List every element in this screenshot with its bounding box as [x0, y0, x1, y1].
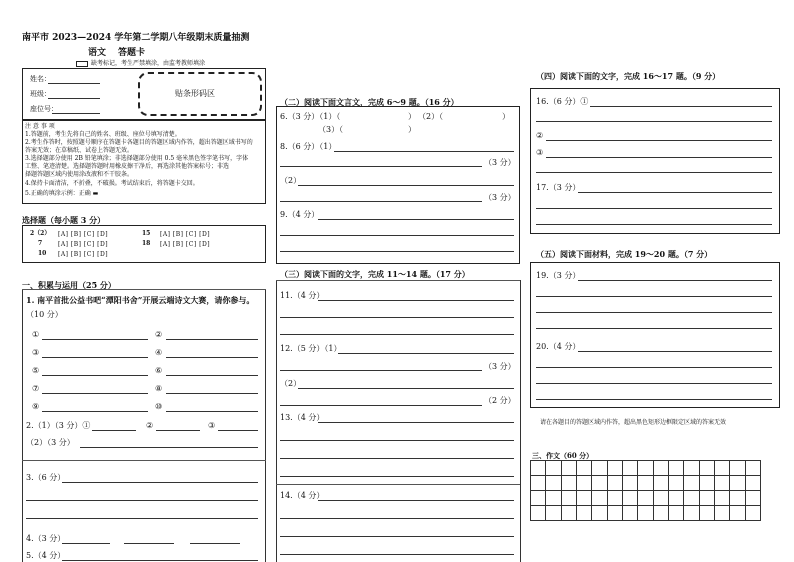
q16-mark: ③	[536, 148, 544, 157]
q1-score: （10 分）	[26, 310, 63, 319]
q12-blank[interactable]	[280, 370, 482, 371]
q19-blank[interactable]	[578, 280, 772, 281]
q2-sub2: （2）（3 分）	[26, 438, 75, 447]
choice-options[interactable]: [A] [B] [C] [D]	[58, 231, 109, 238]
q13-label: 13.（4 分）	[280, 413, 325, 422]
section3-top-border	[276, 280, 520, 281]
q12-blank[interactable]	[338, 353, 514, 354]
choice-options[interactable]: [A] [B] [C] [D]	[58, 241, 109, 248]
q8-blank[interactable]	[298, 185, 514, 186]
q2-separator	[22, 460, 266, 461]
q1-blank[interactable]	[166, 375, 258, 376]
section1-top-border	[22, 289, 266, 290]
q16-blank[interactable]	[536, 172, 772, 173]
q8-score1: （3 分）	[484, 158, 516, 167]
choice-options[interactable]: [A] [B] [C] [D]	[160, 231, 211, 238]
q6-close: ）	[408, 112, 416, 121]
q8-blank[interactable]	[334, 151, 514, 152]
subject-label: 语文	[88, 48, 107, 58]
q2-label: 2.（1）（3 分）①	[26, 421, 91, 430]
q12-score1: （3 分）	[484, 362, 516, 371]
q1-blank[interactable]	[42, 393, 148, 394]
q20-blank[interactable]	[536, 399, 772, 400]
q19-label: 19.（3 分）	[536, 271, 581, 280]
q14-blank[interactable]	[318, 500, 514, 501]
q11-blank[interactable]	[280, 334, 514, 335]
q13-blank[interactable]	[280, 440, 514, 441]
q11-blank[interactable]	[280, 317, 514, 318]
section1-border	[22, 289, 23, 562]
seat-label: 座位号：	[30, 105, 58, 113]
section3-border	[276, 280, 277, 562]
q1-mark: ⑥	[155, 366, 163, 375]
q2-mark: ②	[146, 421, 154, 430]
q2-blank[interactable]	[80, 447, 258, 448]
q12-label: 12.（5 分）（1）	[280, 344, 342, 353]
q19-blank[interactable]	[536, 296, 772, 297]
q14-blank[interactable]	[280, 554, 514, 555]
q1-mark: ③	[32, 348, 40, 357]
choice-num: 7	[38, 240, 43, 247]
card-label: 答题卡	[118, 48, 146, 58]
q3-blank[interactable]	[62, 482, 258, 483]
q17-blank[interactable]	[536, 224, 772, 225]
instruction-line: 工整、笔迹清楚。选择题答题时用橡皮擦干净后，再选涂其他答案标号；非选	[25, 163, 230, 170]
class-label: 班级：	[30, 90, 51, 98]
q1-mark: ⑤	[32, 366, 40, 375]
section2-heading: （二）阅读下面文言文，完成 6～9 题。（16 分）	[280, 97, 459, 107]
page-title: 南平市 2023—2024 学年第二学期八年级期末质量抽测	[22, 33, 250, 43]
q13-blank[interactable]	[280, 458, 514, 459]
q6-close: ）	[502, 112, 510, 121]
instruction-line: 4.保持卡面清洁，不折叠，不破损。考试结束后，将答题卡交回。	[25, 180, 199, 187]
q1-mark: ②	[155, 330, 163, 339]
q2-blank[interactable]	[92, 430, 136, 431]
barcode-label: 贴条形码区	[175, 89, 215, 98]
q9-blank[interactable]	[318, 219, 514, 220]
q6-sub3: （3）（	[318, 125, 344, 134]
section3-heading: （三）阅读下面的文字，完成 11～14 题。（17 分）	[280, 269, 470, 279]
seat-field[interactable]	[52, 113, 100, 114]
essay-heading: 三、作文（60 分）	[532, 451, 594, 460]
q19-blank[interactable]	[536, 328, 772, 329]
q9-blank[interactable]	[280, 235, 514, 236]
q1-blank[interactable]	[166, 357, 258, 358]
q3-label: 3.（6 分）	[26, 473, 66, 482]
q14-blank[interactable]	[280, 536, 514, 537]
section4-heading: （四）阅读下面的文字，完成 16～17 题。（9 分）	[536, 71, 721, 81]
q2-blank[interactable]	[218, 430, 258, 431]
q20-blank[interactable]	[536, 383, 772, 384]
q20-blank[interactable]	[536, 367, 772, 368]
q9-label: 9.（4 分）	[280, 210, 320, 219]
choice-num: 18	[142, 240, 151, 247]
q4-blank[interactable]	[124, 543, 174, 544]
q19-blank[interactable]	[536, 312, 772, 313]
q4-label: 4.（3 分）	[26, 534, 66, 543]
q8-blank[interactable]	[280, 166, 482, 167]
class-field[interactable]	[48, 98, 100, 99]
q17-label: 17.（3 分）	[536, 183, 581, 192]
q13-blank[interactable]	[318, 422, 514, 423]
q1-blank[interactable]	[42, 339, 148, 340]
q11-label: 11.（4 分）	[280, 291, 325, 300]
choice-options[interactable]: [A] [B] [C] [D]	[160, 241, 211, 248]
q5-label: 5.（4 分）	[26, 551, 66, 560]
section1-border	[265, 289, 266, 562]
q14-blank[interactable]	[280, 518, 514, 519]
q1-text: 1. 南平首批公益书吧“潭阳书舍”开展云端诗文大赛，请你参与。	[26, 295, 255, 305]
section4-box	[530, 88, 780, 234]
instruction-line: 5.正确的填涂示例：正确 ▬	[25, 190, 99, 197]
q1-mark: ①	[32, 330, 40, 339]
section3-border	[520, 280, 521, 562]
section5-box	[530, 262, 780, 408]
q1-blank[interactable]	[42, 375, 148, 376]
q4-blank[interactable]	[190, 543, 240, 544]
choice-num: 15	[142, 230, 151, 237]
section5-heading: （五）阅读下面材料，完成 19～20 题。（7 分）	[536, 249, 713, 259]
q16-blank[interactable]	[536, 121, 772, 122]
q5-blank[interactable]	[62, 560, 258, 561]
q1-mark: ⑩	[155, 402, 163, 411]
q12-blank[interactable]	[298, 388, 514, 389]
section1-heading: 一、积累与运用（25 分）	[22, 280, 116, 290]
q16-label: 16.（6 分）①	[536, 97, 589, 106]
q16-blank[interactable]	[546, 157, 772, 158]
q4-blank[interactable]	[62, 543, 110, 544]
q16-blank[interactable]	[546, 140, 772, 141]
q14-label: 14.（4 分）	[280, 491, 325, 500]
choice-num: 2（2）	[30, 230, 51, 237]
q1-mark: ⑦	[32, 384, 40, 393]
q6-sub2: （2）（	[418, 112, 444, 121]
q9-blank[interactable]	[280, 251, 514, 252]
instruction-line: 择题答题区域内使用涂改液和不干胶条。	[25, 171, 134, 178]
q3-blank[interactable]	[26, 518, 258, 519]
name-label: 姓名：	[30, 75, 51, 83]
essay-grid[interactable]	[530, 460, 761, 521]
q17-blank[interactable]	[578, 192, 772, 193]
instruction-line: 2.考生作答时，按照题号顺序在答题卡各题目的答题区域内作答，超出答题区域书写的	[25, 139, 253, 146]
q1-blank[interactable]	[166, 393, 258, 394]
q20-label: 20.（4 分）	[536, 342, 581, 351]
absence-notice: 缺考标记，考生严禁填涂，由监考教师填涂	[91, 60, 206, 67]
choice-heading: 选择题（每小题 3 分）	[22, 215, 106, 225]
q16-mark: ②	[536, 131, 544, 140]
q2-mark: ③	[208, 421, 216, 430]
instructions-heading: 注 意 事 项	[25, 123, 55, 130]
absence-mark-box[interactable]	[76, 61, 88, 67]
name-field[interactable]	[48, 83, 100, 84]
q1-blank[interactable]	[166, 339, 258, 340]
q1-blank[interactable]	[42, 357, 148, 358]
choice-options[interactable]: [A] [B] [C] [D]	[58, 251, 109, 258]
q1-blank[interactable]	[166, 411, 258, 412]
q6-label: 6.（3 分）（1）（	[280, 112, 341, 121]
q11-blank[interactable]	[318, 300, 514, 301]
q12-sub2: （2）	[280, 379, 302, 388]
q1-mark: ⑧	[155, 384, 163, 393]
q12-score2: （2 分）	[484, 396, 516, 405]
choice-num: 10	[38, 250, 47, 257]
q8-blank[interactable]	[280, 201, 482, 202]
answer-area-warning: 请在各题目的答题区域内作答，超出黑色矩形边框限定区域的答案无效	[540, 419, 727, 426]
q12-blank[interactable]	[280, 405, 482, 406]
q6-close: ）	[408, 125, 416, 134]
instruction-line: 3.选择题部分使用 2B 铅笔填涂；非选择题部分使用 0.5 毫米黑色签字笔书写，字体	[25, 155, 249, 162]
q1-mark: ④	[155, 348, 163, 357]
q16-blank[interactable]	[590, 106, 772, 107]
q1-blank[interactable]	[42, 411, 148, 412]
instruction-line: 答案无效；在草稿纸、试卷上答题无效。	[25, 147, 134, 154]
q8-score2: （3 分）	[484, 193, 516, 202]
q13-blank[interactable]	[280, 476, 514, 477]
q8-sub2: （2）	[280, 176, 302, 185]
q17-blank[interactable]	[536, 208, 772, 209]
q8-label: 8.（6 分）（1）	[280, 142, 337, 151]
q20-blank[interactable]	[578, 351, 772, 352]
instruction-line: 1.答题前，考生先将自己的姓名、班级、座位号填写清楚。	[25, 131, 181, 138]
q2-blank[interactable]	[156, 430, 200, 431]
q13-separator	[276, 484, 520, 485]
q1-mark: ⑨	[32, 402, 40, 411]
q3-blank[interactable]	[26, 500, 258, 501]
